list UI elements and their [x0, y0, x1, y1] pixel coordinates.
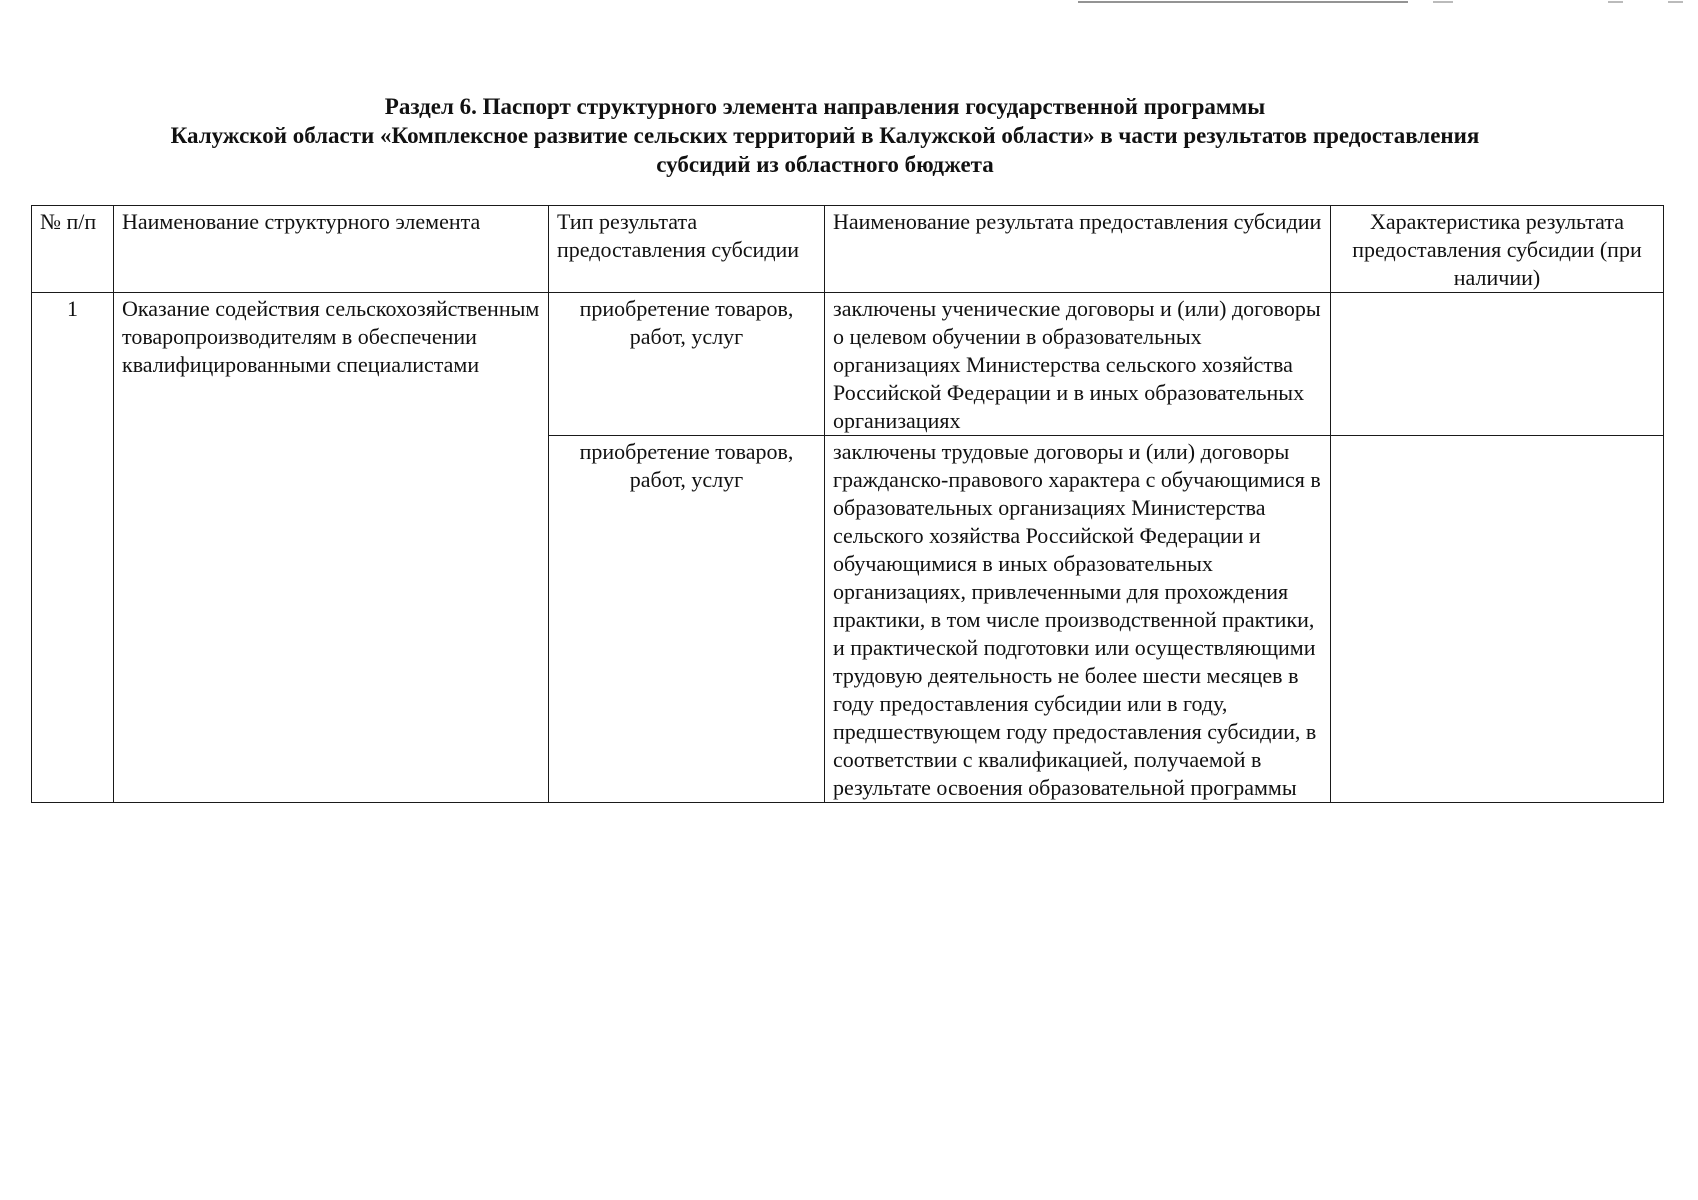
- table-row: [32, 293, 1664, 436]
- title-line-2: Калужской области «Комплексное развитие сельских территорий в Калужской области» в части результатов предоставления: [170, 123, 1480, 148]
- table-header-row: [32, 206, 1664, 293]
- header-result-name: Наименование результата предоставления субсидии: [825, 206, 1331, 293]
- header-result-type: Тип результата предоставления субсидии: [549, 206, 825, 293]
- row-number: 1: [32, 293, 114, 803]
- result-type: приобретение товаров, работ, услуг: [549, 436, 825, 803]
- result-characteristic: [1331, 436, 1664, 803]
- structural-element-name: Оказание содействия сельскохозяйственным товаропроизводителям в обеспечении квалифицированными специалистами: [114, 293, 549, 803]
- title-line-1: Раздел 6. Паспорт структурного элемента направления государственной программы: [384, 94, 1266, 119]
- title-line-3: субсидий из областного бюджета: [656, 152, 994, 177]
- scan-edge-lines: [1078, 0, 1698, 8]
- header-result-characteristic: Характеристика результата предоставления субсидии (при наличии): [1331, 206, 1664, 293]
- result-characteristic: [1331, 293, 1664, 436]
- header-num: № п/п: [32, 206, 114, 293]
- passport-table: [31, 205, 1664, 803]
- result-name: заключены трудовые договоры и (или) договоры гражданско-правового характера с обучающимися в образовательных организациях Министерства сельского хозяйства Российской Федерации и обучающимися в иных образовательных организациях, привлеченными для прохождения практики, в том числе производственной практики, и практической подготовки или осуществляющими трудовую деятельность не более шести месяцев в году предоставления субсидии или в году, предшествующем году предоставления субсидии, в соответствии с квалификацией, получаемой в результате освоения образовательной программы: [825, 436, 1331, 803]
- page-title: [40, 92, 1610, 179]
- header-element-name: Наименование структурного элемента: [114, 206, 549, 293]
- result-name: заключены ученические договоры и (или) договоры о целевом обучении в образовательных организациях Министерства сельского хозяйства Российской Федерации и в иных образовательных организациях: [825, 293, 1331, 436]
- result-type: приобретение товаров, работ, услуг: [549, 293, 825, 436]
